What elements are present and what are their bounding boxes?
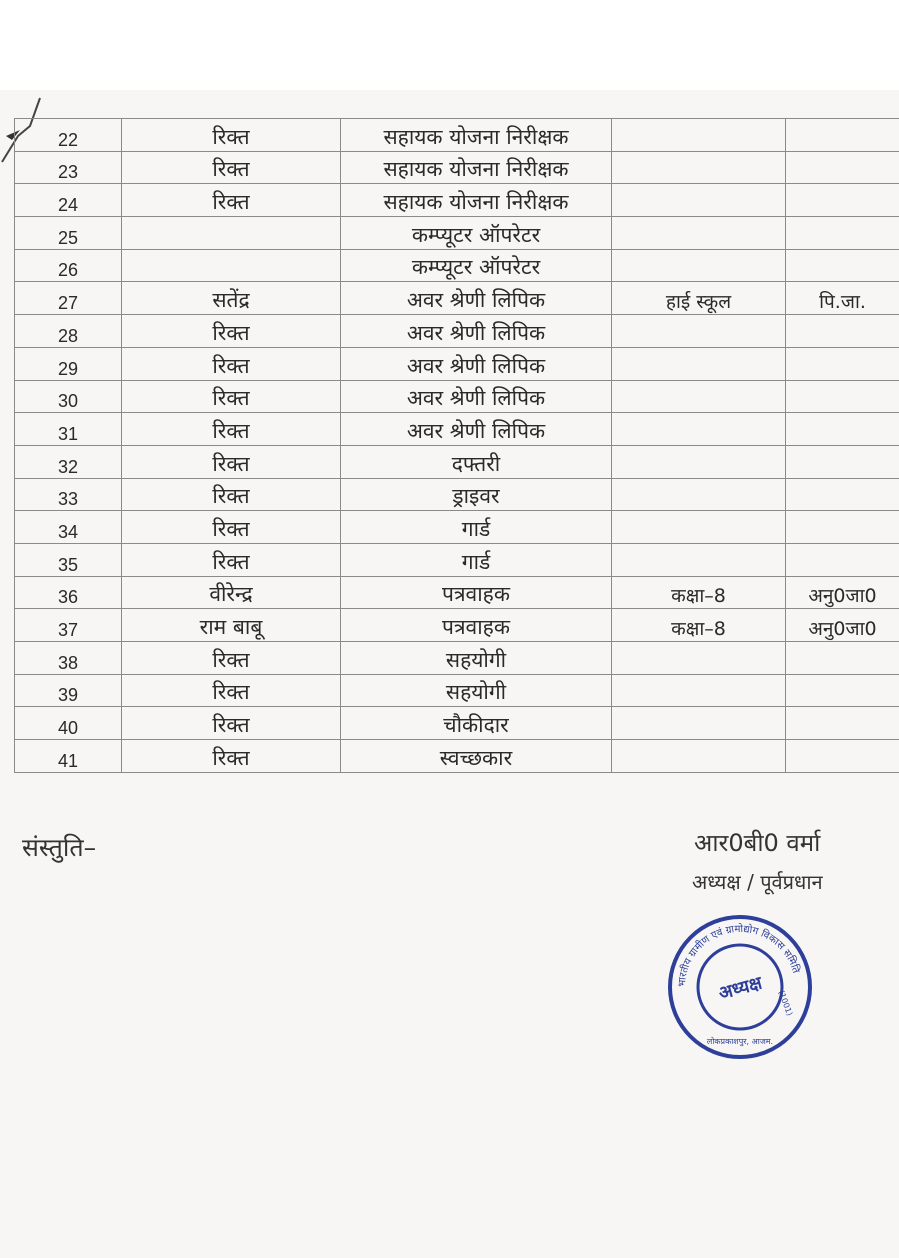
- category-cell: [786, 740, 899, 773]
- education-cell: कक्षा–8: [612, 576, 786, 609]
- serial-number-cell: 30: [15, 380, 122, 413]
- seal-ring-number: (1001): [776, 989, 795, 1018]
- education-cell: [612, 707, 786, 740]
- table-row: [15, 642, 899, 675]
- post-title-cell: पत्रवाहक: [341, 576, 612, 609]
- serial-number-cell: 35: [15, 543, 122, 576]
- seal-center-text: अध्यक्ष: [716, 972, 765, 1005]
- employee-name-cell: रिक्त: [122, 511, 341, 544]
- post-title-cell: अवर श्रेणी लिपिक: [341, 413, 612, 446]
- post-title-cell: कम्प्यूटर ऑपरेटर: [341, 217, 612, 250]
- table-row: [15, 674, 899, 707]
- employee-name-cell: रिक्त: [122, 347, 341, 380]
- post-title-cell: सहायक योजना निरीक्षक: [341, 151, 612, 184]
- table-row: [15, 217, 899, 250]
- table-row: [15, 347, 899, 380]
- signer-name: आर0बी0 वर्मा: [694, 829, 821, 857]
- education-cell: [612, 217, 786, 250]
- education-cell: [612, 315, 786, 348]
- table-row: [15, 249, 899, 282]
- serial-number-cell: 23: [15, 151, 122, 184]
- education-cell: [612, 184, 786, 217]
- post-title-cell: अवर श्रेणी लिपिक: [341, 315, 612, 348]
- table-row: [15, 543, 899, 576]
- post-title-cell: अवर श्रेणी लिपिक: [341, 282, 612, 315]
- education-cell: [612, 347, 786, 380]
- serial-number-cell: 22: [15, 119, 122, 152]
- education-cell: हाई स्कूल: [612, 282, 786, 315]
- employee-name-cell: रिक्त: [122, 445, 341, 478]
- table-row: [15, 413, 899, 446]
- category-cell: अनु0जा0: [786, 576, 899, 609]
- signer-title: अध्यक्ष / पूर्वप्रधान: [692, 870, 823, 894]
- category-cell: अनु0जा0: [786, 609, 899, 642]
- employee-name-cell: रिक्त: [122, 740, 341, 773]
- staff-roster-table: [14, 118, 899, 773]
- employee-name-cell: रिक्त: [122, 707, 341, 740]
- category-cell: [786, 184, 899, 217]
- education-cell: कक्षा–8: [612, 609, 786, 642]
- category-cell: [786, 413, 899, 446]
- employee-name-cell: रिक्त: [122, 380, 341, 413]
- post-title-cell: अवर श्रेणी लिपिक: [341, 380, 612, 413]
- post-title-cell: गार्ड: [341, 543, 612, 576]
- category-cell: [786, 315, 899, 348]
- table-row: [15, 380, 899, 413]
- category-cell: [786, 642, 899, 675]
- employee-name-cell: राम बाबू: [122, 609, 341, 642]
- seal-ring-place: लोकप्रकाशपुर, आजम.: [706, 1037, 774, 1046]
- table-row: [15, 315, 899, 348]
- category-cell: [786, 347, 899, 380]
- post-title-cell: स्वच्छकार: [341, 740, 612, 773]
- education-cell: [612, 249, 786, 282]
- table-row: [15, 707, 899, 740]
- serial-number-cell: 40: [15, 707, 122, 740]
- employee-name-cell: रिक्त: [122, 184, 341, 217]
- employee-name-cell: रिक्त: [122, 543, 341, 576]
- education-cell: [612, 642, 786, 675]
- employee-name-cell: रिक्त: [122, 151, 341, 184]
- serial-number-cell: 28: [15, 315, 122, 348]
- table-row: [15, 576, 899, 609]
- serial-number-cell: 31: [15, 413, 122, 446]
- seal-ring-text: भारतीय ग्रामीण एवं ग्रामोद्योग विकास समिति: [676, 923, 802, 988]
- serial-number-cell: 38: [15, 642, 122, 675]
- category-cell: [786, 217, 899, 250]
- recommendation-label: संस्तुति–: [22, 833, 97, 862]
- employee-name-cell: रिक्त: [122, 478, 341, 511]
- post-title-cell: पत्रवाहक: [341, 609, 612, 642]
- table-row: [15, 119, 899, 152]
- category-cell: [786, 380, 899, 413]
- category-cell: पि.जा.: [786, 282, 899, 315]
- table-row: [15, 151, 899, 184]
- post-title-cell: दफ्तरी: [341, 445, 612, 478]
- employee-name-cell: रिक्त: [122, 315, 341, 348]
- serial-number-cell: 26: [15, 249, 122, 282]
- category-cell: [786, 151, 899, 184]
- serial-number-cell: 33: [15, 478, 122, 511]
- post-title-cell: गार्ड: [341, 511, 612, 544]
- table-row: [15, 184, 899, 217]
- education-cell: [612, 119, 786, 152]
- employee-name-cell: सतेंद्र: [122, 282, 341, 315]
- education-cell: [612, 380, 786, 413]
- post-title-cell: ड्राइवर: [341, 478, 612, 511]
- employee-name-cell: रिक्त: [122, 119, 341, 152]
- serial-number-cell: 36: [15, 576, 122, 609]
- category-cell: [786, 707, 899, 740]
- post-title-cell: सहयोगी: [341, 674, 612, 707]
- serial-number-cell: 27: [15, 282, 122, 315]
- post-title-cell: सहायक योजना निरीक्षक: [341, 119, 612, 152]
- roster-body: [15, 119, 899, 773]
- staff-roster-table-wrap: [14, 118, 899, 773]
- education-cell: [612, 151, 786, 184]
- serial-number-cell: 32: [15, 445, 122, 478]
- category-cell: [786, 543, 899, 576]
- education-cell: [612, 511, 786, 544]
- post-title-cell: अवर श्रेणी लिपिक: [341, 347, 612, 380]
- employee-name-cell: वीरेन्द्र: [122, 576, 341, 609]
- category-cell: [786, 249, 899, 282]
- employee-name-cell: रिक्त: [122, 413, 341, 446]
- education-cell: [612, 478, 786, 511]
- education-cell: [612, 445, 786, 478]
- official-seal-stamp: [665, 912, 815, 1062]
- category-cell: [786, 511, 899, 544]
- post-title-cell: सहायक योजना निरीक्षक: [341, 184, 612, 217]
- employee-name-cell: रिक्त: [122, 642, 341, 675]
- table-row: [15, 445, 899, 478]
- category-cell: [786, 119, 899, 152]
- post-title-cell: कम्प्यूटर ऑपरेटर: [341, 249, 612, 282]
- serial-number-cell: 34: [15, 511, 122, 544]
- category-cell: [786, 445, 899, 478]
- category-cell: [786, 478, 899, 511]
- serial-number-cell: 37: [15, 609, 122, 642]
- education-cell: [612, 674, 786, 707]
- serial-number-cell: 24: [15, 184, 122, 217]
- category-cell: [786, 674, 899, 707]
- serial-number-cell: 29: [15, 347, 122, 380]
- employee-name-cell: रिक्त: [122, 674, 341, 707]
- post-title-cell: सहयोगी: [341, 642, 612, 675]
- employee-name-cell: [122, 217, 341, 250]
- education-cell: [612, 413, 786, 446]
- table-row: [15, 740, 899, 773]
- table-row: [15, 478, 899, 511]
- table-row: [15, 282, 899, 315]
- table-row: [15, 609, 899, 642]
- education-cell: [612, 543, 786, 576]
- employee-name-cell: [122, 249, 341, 282]
- post-title-cell: चौकीदार: [341, 707, 612, 740]
- education-cell: [612, 740, 786, 773]
- serial-number-cell: 39: [15, 674, 122, 707]
- serial-number-cell: 25: [15, 217, 122, 250]
- serial-number-cell: 41: [15, 740, 122, 773]
- table-row: [15, 511, 899, 544]
